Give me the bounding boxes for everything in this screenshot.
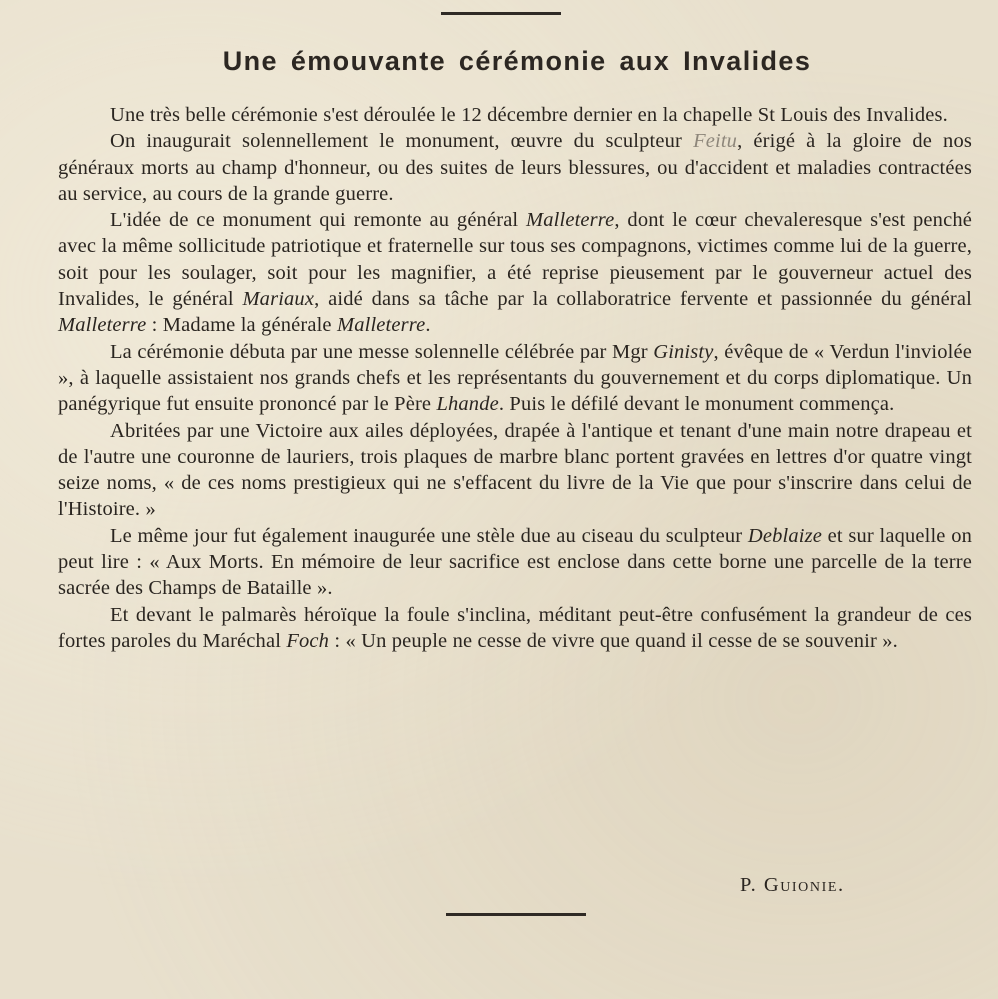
signature-initial: P. G bbox=[740, 874, 781, 896]
text-run: , évêque de « bbox=[713, 340, 830, 363]
paragraph bbox=[58, 339, 972, 418]
italic-name: Feitu bbox=[693, 130, 738, 153]
italic-name: Lhande bbox=[436, 393, 499, 416]
article-title: Une émouvante cérémonie aux Invalides bbox=[222, 46, 812, 76]
text-run: et sur laquelle on peut lire : « Aux Morts. En mémoire de leur sacrifice est enclose dans cette borne une parcelle de la terre sacrée des Champs de Bataille ». bbox=[58, 524, 972, 600]
paragraph bbox=[58, 128, 972, 207]
text-run: : « Un peuple ne cesse de vivre que quand il cesse de se souvenir ». bbox=[329, 629, 898, 652]
text-run: : Madame la générale bbox=[146, 314, 337, 337]
signature-name: uionie. bbox=[780, 874, 845, 896]
text-run: Et devant le palmarès héroïque la foule s'inclina, méditant peut-être confusément la grandeur de ces fortes paroles du Maréchal bbox=[58, 603, 972, 652]
text-run: l'inviolée », à laquelle assistaient nos grands chefs et les représentants du gouvernement et du corps diplomatique. Un panégyrique fut ensuite prononcé par le Père bbox=[58, 340, 972, 416]
text-run: Abritées par une Victoire aux ailes déployées, drapée à l'antique et tenant d'une main notre drapeau et de l'autre une couronne de lauriers, trois plaques de marbre blanc portent gravées en lettres d'or quatre vingt seize noms, « de ces noms prestigieux qui ne s'effacent du livre de la Vie que pour s'inscrire dans celui de l'Histoire. » bbox=[58, 419, 972, 521]
italic-name: Foch bbox=[286, 629, 330, 652]
text-run: , érigé à la gloire de nos généraux morts au champ d'honneur, ou des suites de leurs blessures, ou d'accident et maladies contractées au service, au cours de la grande guerre. bbox=[58, 130, 972, 205]
paragraph bbox=[58, 207, 972, 338]
text-run: L'idée de ce monument qui remonte au général bbox=[110, 209, 527, 232]
signature bbox=[740, 874, 845, 897]
text-run: . Puis le défilé devant le monument commença. bbox=[498, 393, 895, 416]
text-run: , aidé dans sa tâche par la collaboratrice fervente et passionnée du général bbox=[314, 288, 973, 311]
text-run: Une très belle cérémonie s'est déroulée le 12 décembre dernier en la chapelle St Louis des Invalides. bbox=[110, 104, 948, 126]
text-run: . bbox=[425, 314, 431, 337]
text-run: Le même jour fut également inaugurée une stèle due au ciseau du sculpteur bbox=[110, 524, 748, 547]
article-body bbox=[58, 102, 972, 654]
text-run: , dont le cœur chevaleresque s'est penché avec la même sollicitude patriotique et fraternelle sur tous ses compagnons, victimes comme lui de la guerre, soit pour les soulager, soit pour les magnifier, a été reprise pieusement par le gouverneur actuel des Invalides, le général bbox=[58, 209, 972, 311]
paragraph bbox=[58, 523, 972, 602]
paragraph bbox=[58, 102, 972, 128]
italic-name: Ginisty bbox=[653, 340, 714, 363]
paragraph bbox=[58, 418, 972, 523]
italic-name: Deblaize bbox=[747, 524, 822, 547]
italic-name: Malleterre bbox=[336, 314, 426, 337]
top-rule bbox=[441, 12, 561, 15]
faint-text: Verdun bbox=[829, 340, 890, 363]
italic-name: Malleterre bbox=[58, 314, 147, 337]
bottom-rule bbox=[446, 913, 586, 916]
text-run: On inaugurait solennellement le monument, œuvre du sculpteur bbox=[110, 130, 694, 153]
italic-name: Malleterre bbox=[526, 209, 615, 232]
italic-name: Mariaux bbox=[242, 288, 315, 311]
paragraph bbox=[58, 602, 972, 655]
text-run: La cérémonie débuta par une messe solennelle célébrée par Mgr bbox=[110, 340, 654, 363]
